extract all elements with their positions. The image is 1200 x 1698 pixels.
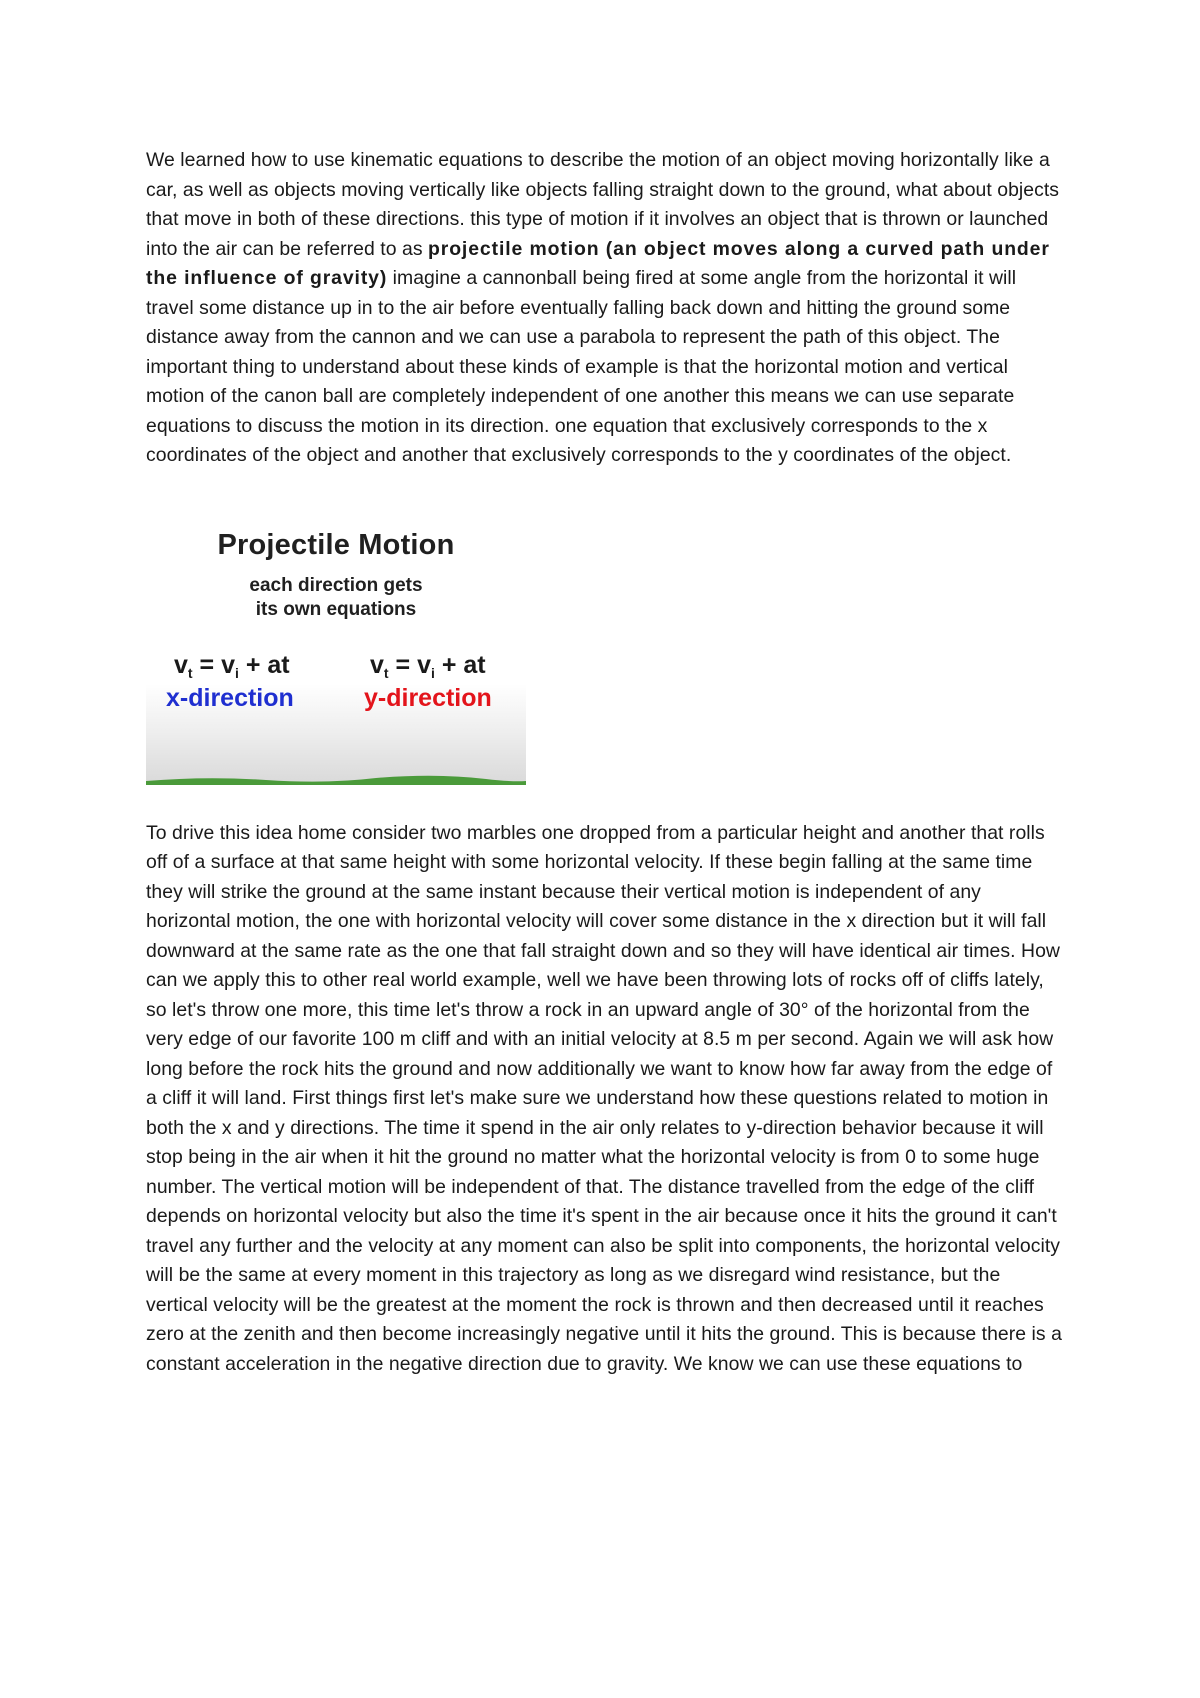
eq-acceleration-term: + at xyxy=(238,650,290,679)
eq-subscript-t: t xyxy=(383,664,389,681)
x-direction-equation xyxy=(174,651,290,681)
intro-text-start: We learned how to use kinematic equations to describe the motion of an object moving horizontally like a car, as well as objects moving vertically like objects falling straight down to the ground, what about objects that move in both of these directions. this type of motion if it involves an object that is thrown or launched into the air can be referred to as xyxy=(146,149,1060,260)
eq-velocity-symbol: v xyxy=(174,650,188,679)
projectile-motion-definition: projectile motion (an object moves along a curved path under the influence of gravity) xyxy=(146,237,1050,289)
ground-hill-shape xyxy=(146,775,526,784)
x-direction-label: x-direction xyxy=(166,683,294,712)
document-page xyxy=(146,146,1066,1379)
eq-velocity-symbol: v xyxy=(370,650,384,679)
intro-text-end: imagine a cannonball being fired at some angle from the horizontal it will travel some distance up in to the air before eventually falling back down and hitting the ground some distance away from the cannon and we can use a parabola to represent the path of this object. The important thing to understand about these kinds of example is that the horizontal motion and vertical motion of the canon ball are completely independent of one another this means we can use separate equations to discuss the motion in its direction. one equation that exclusively corresponds to the x coordinates of the object and another that exclusively corresponds to the y coordinates of the object. xyxy=(146,267,1017,466)
eq-acceleration-term: + at xyxy=(434,650,486,679)
eq-initial-velocity: = v xyxy=(192,650,235,679)
marbles-example-paragraph: To drive this idea home consider two marbles one dropped from a particular height and another that rolls off of a surface at that same height with some horizontal velocity. If these begin falling at the same time they will strike the ground at the same instant because their vertical motion is independent of any horizontal motion, the one with horizontal velocity will cover some distance in the x direction but it will fall downward at the same rate as the one that fall straight down and so they will have identical air times. How can we apply this to other real world example, well we have been throwing lots of rocks off of cliffs lately, so let's throw one more, this time let's throw a rock in an upward angle of 30° of the horizontal from the very edge of our favorite 100 m cliff and with an initial velocity at 8.5 m per second. Again we will ask how long before the rock hits the ground and now additionally we want to know how far away from the edge of a cliff it will land. First things first let's make sure we understand how these questions related to motion in both the x and y directions. The time it spend in the air only relates to y-direction behavior because it will stop being in the air when it hit the ground no matter what the horizontal velocity is from 0 to some huge number. The vertical motion will be independent of that. The distance travelled from the edge of the cliff depends on horizontal velocity but also the time it's spent in the air because once it hits the ground it can't travel any further and the velocity at any moment can also be split into components, the horizontal velocity will be the same at every moment in this trajectory as long as we disregard wind resistance, but the vertical velocity will be the greatest at the moment the rock is thrown and then decreased until it reaches zero at the zenith and then become increasingly negative until it hits the ground. This is because there is a constant acceleration in the negative direction due to gravity. We know we can use these equations to xyxy=(146,821,1062,1375)
intro-paragraph xyxy=(146,146,1066,471)
eq-initial-velocity: = v xyxy=(388,650,431,679)
eq-subscript-i: i xyxy=(430,664,435,681)
projectile-motion-figure xyxy=(146,519,526,785)
figure-subtitle-line2: its own equations xyxy=(255,598,417,620)
y-direction-label: y-direction xyxy=(364,683,492,712)
ground-hills-graphic xyxy=(146,773,526,785)
y-direction-equation xyxy=(370,651,486,681)
eq-subscript-t: t xyxy=(187,664,193,681)
figure-title: Projectile Motion xyxy=(217,528,455,561)
eq-subscript-i: i xyxy=(234,664,239,681)
figure-subtitle-line1: each direction gets xyxy=(249,574,423,596)
